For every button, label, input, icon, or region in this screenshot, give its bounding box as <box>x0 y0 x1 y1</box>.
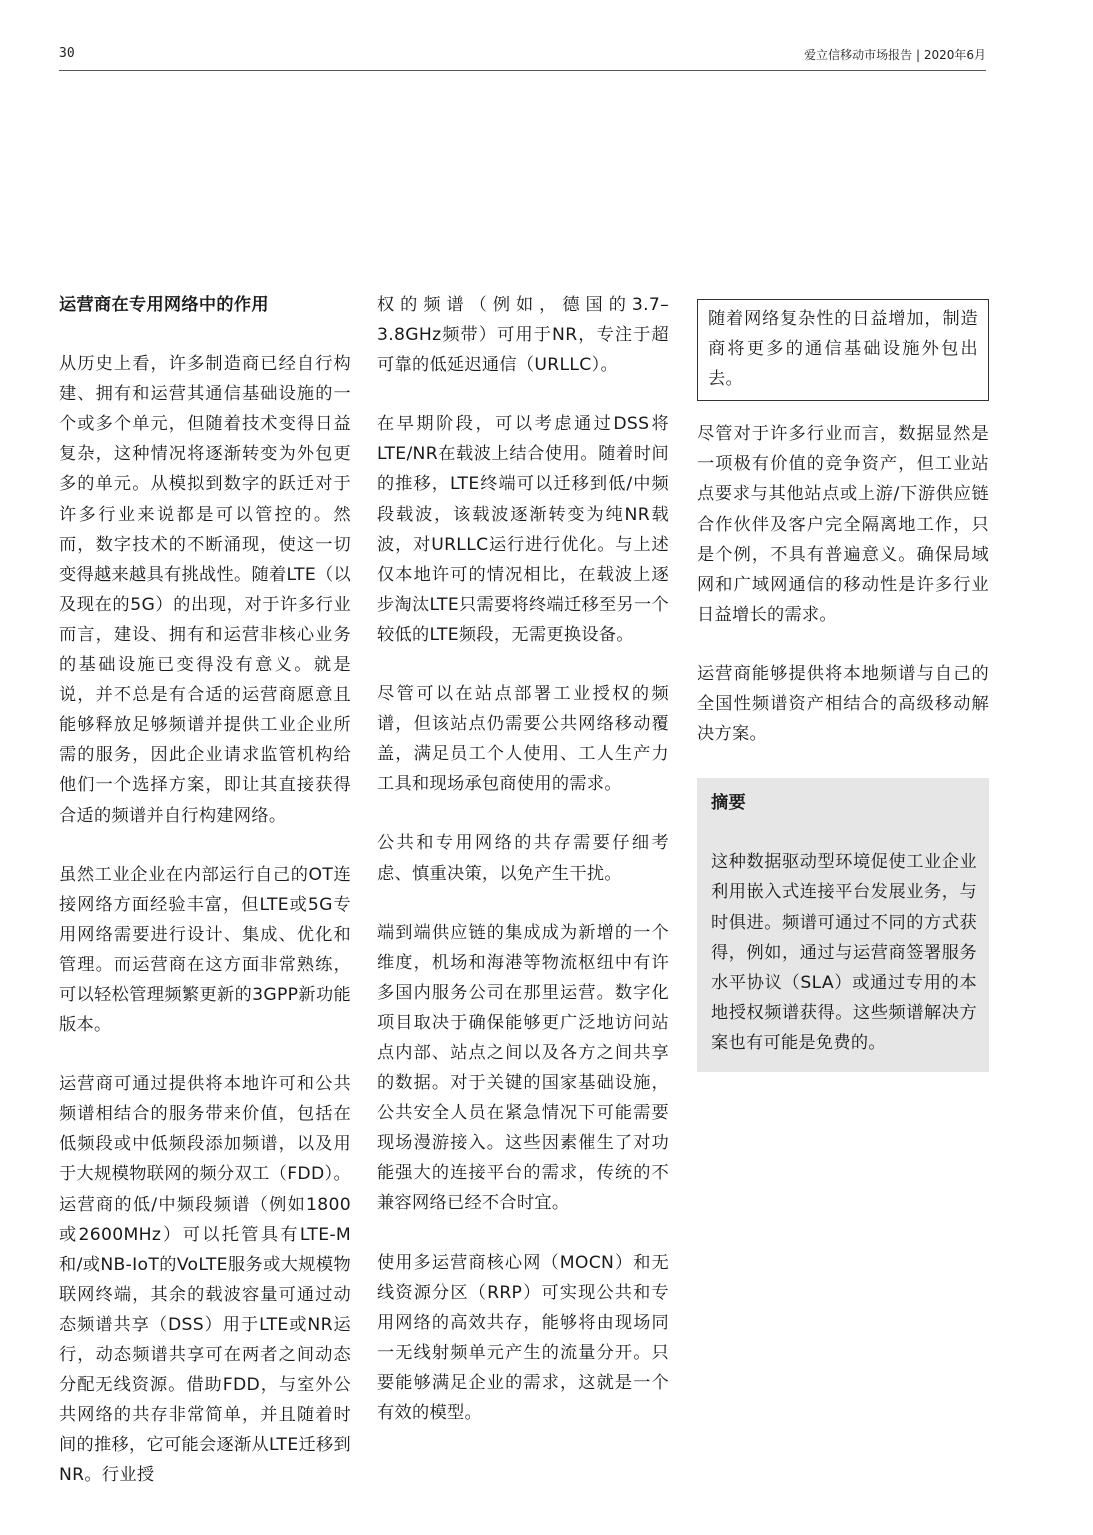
paragraph: 尽管可以在站点部署工业授权的频谱，但该站点仍需要公共网络移动覆盖，满足员工个人使用、工人生产力工具和现场承包商使用的需求。 <box>377 684 669 795</box>
page-header <box>59 42 986 71</box>
paragraph: 公共和专用网络的共存需要仔细考虑、慎重决策，以免产生干扰。 <box>377 833 669 884</box>
paragraph: 虽然工业企业在内部运行自己的OT连接网络方面经验丰富，但LTE或5G专用网络需要进行设计、集成、优化和管理。而运营商在这方面非常熟练，可以轻松管理频繁更新的3GPP新功能版本。 <box>59 864 351 1036</box>
page-number: 30 <box>59 46 75 61</box>
paragraph: 使用多运营商核心网（MOCN）和无线资源分区（RRP）可实现公共和专用网络的高效共存，能够将由现场同一无线射频单元产生的流量分开。只要能够满足企业的需求，这就是一个有效的模型。 <box>377 1252 669 1423</box>
pull-quote-box: 随着网络复杂性的日益增加，制造商将更多的通信基础设施外包出去。 <box>697 299 989 401</box>
column-3 <box>697 290 989 1072</box>
paragraph: 尽管对于许多行业而言，数据显然是一项极有价值的竞争资产，但工业站点要求与其他站点或上游/下游供应链合作伙伴及客户完全隔离地工作，只是个例，不具有普遍意义。确保局域网和广域网通信的移动性是许多行业日益增长的需求。 <box>697 424 989 625</box>
paragraph: 运营商可通过提供将本地许可和公共频谱相结合的服务带来价值，包括在低频段或中低频段添加频谱，以及用于大规模物联网的频分双工（FDD）。运营商的低/中频段频谱（例如1800或2600MHz）可以托管具有LTE-M和/或NB-IoT的VoLTE服务或大规模物联网终端，其余的载波容量可通过动态频谱共享（DSS）用于LTE或NR运行，动态频谱共享可在两者之间动态分配无线资源。借助FDD，与室外公共网络的共存非常简单，并且随着时间的推移，它可能会逐渐从LTE迁移到NR。行业授 <box>59 1074 351 1486</box>
summary-box <box>697 778 989 1072</box>
column-2 <box>377 290 669 1428</box>
paragraph: 从历史上看，许多制造商已经自行构建、拥有和运营其通信基础设施的一个或多个单元，但随着技术变得日益复杂，这种情况将逐渐转变为外包更多的单元。从模拟到数字的跃迁对于许多行业来说都是可以管控的。然而，数字技术的不断涌现，使这一切变得越来越具有挑战性。随着LTE（以及现在的5G）的出现，对于许多行业而言，建设、拥有和运营非核心业务的基础设施已变得没有意义。就是说，并不总是有合适的运营商愿意且能够释放足够频谱并提供工业企业所需的服务，因此企业请求监管机构给他们一个选择方案，即让其直接获得合适的频谱并自行构建网络。 <box>59 354 351 826</box>
section-heading: 运营商在专用网络中的作用 <box>59 295 269 315</box>
paragraph: 运营商能够提供将本地频谱与自己的全国性频谱资产相结合的高级移动解决方案。 <box>697 663 989 745</box>
running-title: 爱立信移动市场报告 | 2020年6月 <box>804 48 986 62</box>
summary-title: 摘要 <box>711 793 746 814</box>
paragraph: 在早期阶段，可以考虑通过DSS将LTE/NR在载波上结合使用。随着时间的推移，LTE终端可以迁移到低/中频段载波，该载波逐渐转变为纯NR载波，对URLLC运行进行优化。与上述仅本地许可的情况相比，在载波上逐步淘汰LTE只需要将终端迁移至另一个较低的LTE频段，无需更换设备。 <box>377 414 669 645</box>
summary-body: 这种数据驱动型环境促使工业企业利用嵌入式连接平台发展业务，与时俱进。频谱可通过不同的方式获得，例如，通过与运营商签署服务水平协议（SLA）或通过专用的本地授权频谱获得。这些频谱解决方案也有可能是免费的。 <box>711 852 977 1053</box>
paragraph: 端到端供应链的集成成为新增的一个维度，机场和海港等物流枢纽中有许多国内服务公司在那里运营。数字化项目取决于确保能够更广泛地访问站点内部、站点之间以及各方之间共享的数据。对于关键的国家基础设施，公共安全人员在紧急情况下可能需要现场漫游接入。这些因素催生了对功能强大的连接平台的需求，传统的不兼容网络已经不合时宜。 <box>377 922 669 1214</box>
column-1 <box>59 290 351 1490</box>
paragraph: 权的频谱（例如，德国的3.7–3.8GHz频带）可用于NR，专注于超可靠的低延迟通信（URLLC）。 <box>377 295 669 376</box>
